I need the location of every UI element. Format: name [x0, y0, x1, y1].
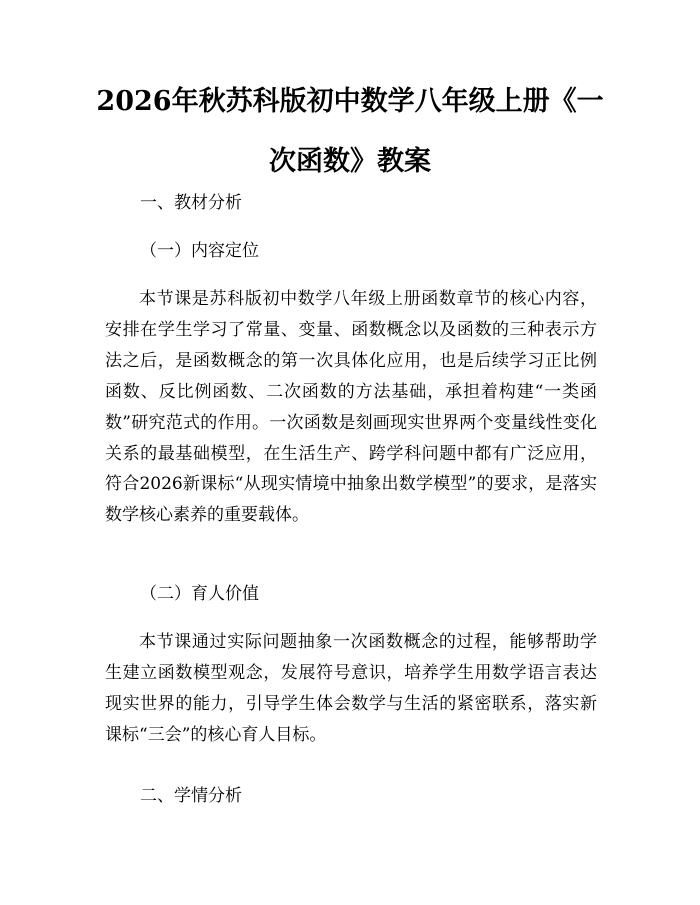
paragraph-content-positioning: 本节课是苏科版初中数学八年级上册函数章节的核心内容，安排在学生学习了常量、变量、函数概念以及函数的三种表示方法之后，是函数概念的第一次具体化应用，也是后续学习正比例函数、反比例函数、二次函数的方法基础，承担着构建“一类函数”研究范式的作用。一次函数是刻画现实世界两个变量线性变化关系的最基础模型，在生活生产、跨学科问题中都有广泛应用，符合2026新课标“从现实情境中抽象出数学模型”的要求，是落实数学核心素养的重要载体。: [105, 289, 597, 526]
paragraph-educational-value: 本节课通过实际问题抽象一次函数概念的过程，能够帮助学生建立函数模型观念，发展符号意识，培养学生用数学语言表达现实世界的能力，引导学生体会数学与生活的紧密联系，落实新课标“三会”的核心育人目标。: [105, 632, 597, 745]
section-heading-student-analysis: 二、学情分析: [140, 786, 242, 806]
subsection-heading-educational-value: （二）育人价值: [140, 584, 259, 604]
document-title: 2026年秋苏科版初中数学八年级上册《一次函数》教案: [96, 86, 604, 177]
subsection-heading-content-positioning: （一）内容定位: [140, 241, 259, 261]
section-heading-textbook-analysis: 一、教材分析: [140, 193, 242, 213]
